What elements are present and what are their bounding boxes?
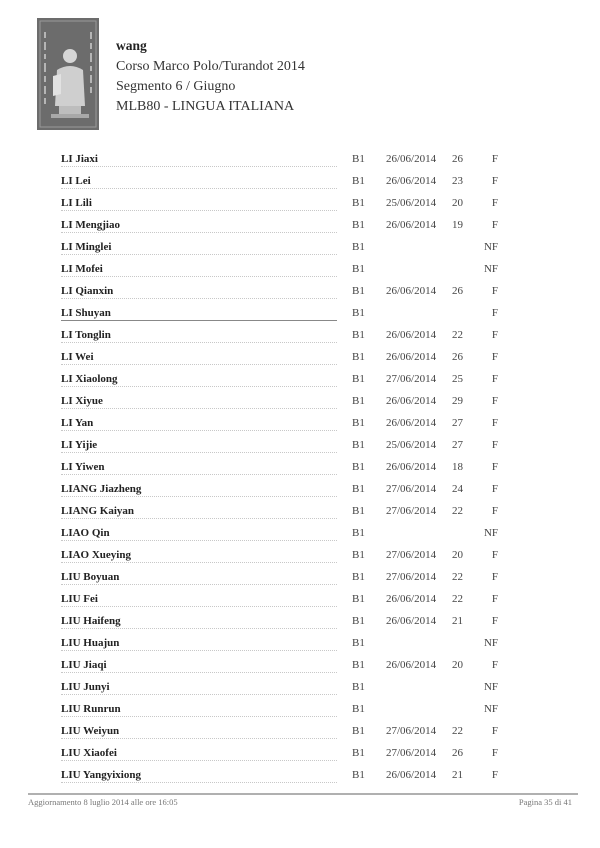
status-cell: F bbox=[491, 153, 498, 165]
score-cell: 18 bbox=[452, 461, 463, 473]
status-cell: NF bbox=[483, 263, 498, 275]
student-name: LIU Huajun bbox=[61, 637, 120, 649]
student-name: LI Wei bbox=[61, 351, 94, 363]
row-leader-line bbox=[61, 342, 337, 343]
level-cell: B1 bbox=[352, 593, 365, 605]
row-leader-line bbox=[61, 672, 337, 673]
student-name-title: wang bbox=[116, 38, 147, 53]
row-leader-line bbox=[61, 738, 337, 739]
student-name: LI Lili bbox=[61, 197, 92, 209]
status-cell: F bbox=[491, 549, 498, 561]
level-cell: B1 bbox=[352, 175, 365, 187]
status-cell: NF bbox=[483, 527, 498, 539]
score-cell: 22 bbox=[452, 505, 463, 517]
table-row bbox=[0, 568, 600, 590]
status-cell: F bbox=[491, 417, 498, 429]
student-name: LIU Runrun bbox=[61, 703, 121, 715]
level-cell: B1 bbox=[352, 395, 365, 407]
table-row bbox=[0, 634, 600, 656]
row-leader-line bbox=[61, 298, 337, 299]
document-header bbox=[116, 36, 305, 117]
course-title: Corso Marco Polo/Turandot 2014 bbox=[116, 59, 305, 74]
date-cell: 26/06/2014 bbox=[386, 593, 437, 605]
level-cell: B1 bbox=[352, 681, 365, 693]
table-row bbox=[0, 172, 600, 194]
status-cell: F bbox=[491, 725, 498, 737]
date-cell: 27/06/2014 bbox=[386, 725, 437, 737]
date-cell: 26/06/2014 bbox=[386, 329, 437, 341]
level-cell: B1 bbox=[352, 285, 365, 297]
table-row bbox=[0, 766, 600, 788]
subject-title: MLB80 - LINGUA ITALIANA bbox=[116, 99, 295, 114]
level-cell: B1 bbox=[352, 747, 365, 759]
row-leader-line bbox=[61, 694, 337, 695]
table-row bbox=[0, 458, 600, 480]
level-cell: B1 bbox=[352, 659, 365, 671]
row-leader-line bbox=[61, 210, 337, 211]
date-cell: 26/06/2014 bbox=[386, 219, 437, 231]
table-row bbox=[0, 348, 600, 370]
status-cell: F bbox=[491, 307, 498, 319]
student-name: LIANG Kaiyan bbox=[61, 505, 135, 517]
date-cell: 25/06/2014 bbox=[386, 439, 437, 451]
status-cell: F bbox=[491, 175, 498, 187]
row-leader-line bbox=[61, 232, 337, 233]
level-cell: B1 bbox=[352, 307, 365, 319]
level-cell: B1 bbox=[352, 549, 365, 561]
table-row bbox=[0, 238, 600, 260]
score-cell: 22 bbox=[452, 329, 463, 341]
score-cell: 21 bbox=[452, 615, 463, 627]
student-name: LIU Boyuan bbox=[61, 571, 120, 583]
level-cell: B1 bbox=[352, 615, 365, 627]
date-cell: 26/06/2014 bbox=[386, 153, 437, 165]
row-leader-line bbox=[61, 254, 337, 255]
student-name: LIU Xiaofei bbox=[61, 747, 117, 759]
status-cell: F bbox=[491, 659, 498, 671]
row-leader-line bbox=[61, 276, 337, 277]
table-row bbox=[0, 502, 600, 524]
status-cell: F bbox=[491, 285, 498, 297]
row-leader-line bbox=[61, 562, 337, 563]
footer-divider bbox=[28, 793, 578, 795]
row-leader-line bbox=[61, 518, 337, 519]
score-cell: 25 bbox=[452, 373, 463, 385]
table-row bbox=[0, 194, 600, 216]
row-leader-line bbox=[61, 628, 337, 629]
level-cell: B1 bbox=[352, 329, 365, 341]
student-list bbox=[0, 150, 600, 788]
score-cell: 26 bbox=[452, 747, 463, 759]
score-cell: 27 bbox=[452, 417, 463, 429]
date-cell: 26/06/2014 bbox=[386, 417, 437, 429]
segment-title: Segmento 6 / Giugno bbox=[116, 79, 236, 94]
date-cell: 26/06/2014 bbox=[386, 175, 437, 187]
score-cell: 23 bbox=[452, 175, 463, 187]
score-cell: 26 bbox=[452, 285, 463, 297]
status-cell: NF bbox=[483, 703, 498, 715]
status-cell: F bbox=[491, 219, 498, 231]
date-cell: 26/06/2014 bbox=[386, 659, 437, 671]
student-name: LIAO Xueying bbox=[61, 549, 131, 561]
status-cell: F bbox=[491, 351, 498, 363]
level-cell: B1 bbox=[352, 197, 365, 209]
row-leader-line bbox=[61, 716, 337, 717]
student-name: LI Mofei bbox=[61, 263, 103, 275]
student-name: LI Yijie bbox=[61, 439, 98, 451]
status-cell: F bbox=[491, 395, 498, 407]
student-name: LI Yiwen bbox=[61, 461, 105, 473]
level-cell: B1 bbox=[352, 505, 365, 517]
level-cell: B1 bbox=[352, 483, 365, 495]
page-number: Pagina 35 di 41 bbox=[518, 797, 572, 807]
row-leader-line bbox=[61, 364, 337, 365]
student-name: LIU Jiaqi bbox=[61, 659, 107, 671]
status-cell: F bbox=[491, 483, 498, 495]
student-name: LI Xiaolong bbox=[61, 373, 118, 385]
status-cell: F bbox=[491, 747, 498, 759]
table-row bbox=[0, 392, 600, 414]
status-cell: NF bbox=[483, 681, 498, 693]
row-leader-line bbox=[61, 496, 337, 497]
row-leader-line bbox=[61, 320, 337, 321]
status-cell: F bbox=[491, 461, 498, 473]
status-cell: F bbox=[491, 615, 498, 627]
date-cell: 26/06/2014 bbox=[386, 615, 437, 627]
date-cell: 27/06/2014 bbox=[386, 571, 437, 583]
student-name: LI Minglei bbox=[61, 241, 112, 253]
date-cell: 26/06/2014 bbox=[386, 395, 437, 407]
level-cell: B1 bbox=[352, 263, 365, 275]
table-row bbox=[0, 590, 600, 612]
student-name: LIU Haifeng bbox=[61, 615, 121, 627]
table-row bbox=[0, 282, 600, 304]
date-cell: 27/06/2014 bbox=[386, 549, 437, 561]
level-cell: B1 bbox=[352, 417, 365, 429]
table-row bbox=[0, 744, 600, 766]
status-cell: F bbox=[491, 571, 498, 583]
student-name: LI Xiyue bbox=[61, 395, 103, 407]
score-cell: 22 bbox=[452, 593, 463, 605]
student-name: LI Jiaxi bbox=[61, 153, 98, 165]
table-row bbox=[0, 150, 600, 172]
student-name: LI Qianxin bbox=[61, 285, 114, 297]
row-leader-line bbox=[61, 540, 337, 541]
score-cell: 27 bbox=[452, 439, 463, 451]
student-name: LIU Fei bbox=[61, 593, 98, 605]
date-cell: 26/06/2014 bbox=[386, 461, 437, 473]
level-cell: B1 bbox=[352, 725, 365, 737]
status-cell: F bbox=[491, 593, 498, 605]
student-name: LIU Yangyixiong bbox=[61, 769, 141, 781]
status-cell: F bbox=[491, 505, 498, 517]
row-leader-line bbox=[61, 606, 337, 607]
level-cell: B1 bbox=[352, 439, 365, 451]
table-row bbox=[0, 260, 600, 282]
row-leader-line bbox=[61, 166, 337, 167]
score-cell: 24 bbox=[452, 483, 463, 495]
table-row bbox=[0, 656, 600, 678]
table-row bbox=[0, 546, 600, 568]
student-name: LIU Weiyun bbox=[61, 725, 120, 737]
date-cell: 26/06/2014 bbox=[386, 351, 437, 363]
table-row bbox=[0, 414, 600, 436]
table-row bbox=[0, 722, 600, 744]
status-cell: F bbox=[491, 373, 498, 385]
student-name: LIAO Qin bbox=[61, 527, 110, 539]
table-row bbox=[0, 678, 600, 700]
table-row bbox=[0, 700, 600, 722]
table-row bbox=[0, 612, 600, 634]
score-cell: 26 bbox=[452, 351, 463, 363]
student-name: LI Lei bbox=[61, 175, 91, 187]
level-cell: B1 bbox=[352, 153, 365, 165]
student-name: LI Yan bbox=[61, 417, 94, 429]
student-name: LIANG Jiazheng bbox=[61, 483, 142, 495]
score-cell: 20 bbox=[452, 197, 463, 209]
date-cell: 25/06/2014 bbox=[386, 197, 437, 209]
status-cell: F bbox=[491, 329, 498, 341]
score-cell: 26 bbox=[452, 153, 463, 165]
date-cell: 27/06/2014 bbox=[386, 505, 437, 517]
row-leader-line bbox=[61, 474, 337, 475]
row-leader-line bbox=[61, 408, 337, 409]
table-row bbox=[0, 216, 600, 238]
score-cell: 22 bbox=[452, 725, 463, 737]
row-leader-line bbox=[61, 452, 337, 453]
date-cell: 26/06/2014 bbox=[386, 769, 437, 781]
score-cell: 22 bbox=[452, 571, 463, 583]
student-name: LI Tonglin bbox=[61, 329, 111, 341]
row-leader-line bbox=[61, 760, 337, 761]
date-cell: 27/06/2014 bbox=[386, 483, 437, 495]
update-timestamp: Aggiornamento 8 luglio 2014 alle ore 16:05 bbox=[28, 797, 178, 807]
status-cell: F bbox=[491, 769, 498, 781]
row-leader-line bbox=[61, 584, 337, 585]
table-row bbox=[0, 524, 600, 546]
level-cell: B1 bbox=[352, 351, 365, 363]
status-cell: NF bbox=[483, 637, 498, 649]
level-cell: B1 bbox=[352, 769, 365, 781]
student-name: LIU Junyi bbox=[61, 681, 110, 693]
row-leader-line bbox=[61, 782, 337, 783]
table-row bbox=[0, 326, 600, 348]
status-cell: F bbox=[491, 197, 498, 209]
row-leader-line bbox=[61, 386, 337, 387]
table-row bbox=[0, 370, 600, 392]
score-cell: 29 bbox=[452, 395, 463, 407]
level-cell: B1 bbox=[352, 703, 365, 715]
row-leader-line bbox=[61, 430, 337, 431]
score-cell: 21 bbox=[452, 769, 463, 781]
student-name: LI Shuyan bbox=[61, 307, 111, 319]
level-cell: B1 bbox=[352, 241, 365, 253]
level-cell: B1 bbox=[352, 571, 365, 583]
level-cell: B1 bbox=[352, 461, 365, 473]
university-seal-icon bbox=[37, 18, 99, 130]
date-cell: 26/06/2014 bbox=[386, 285, 437, 297]
level-cell: B1 bbox=[352, 373, 365, 385]
table-row bbox=[0, 304, 600, 326]
status-cell: F bbox=[491, 439, 498, 451]
score-cell: 20 bbox=[452, 549, 463, 561]
score-cell: 19 bbox=[452, 219, 463, 231]
score-cell: 20 bbox=[452, 659, 463, 671]
level-cell: B1 bbox=[352, 219, 365, 231]
row-leader-line bbox=[61, 188, 337, 189]
date-cell: 27/06/2014 bbox=[386, 373, 437, 385]
table-row bbox=[0, 436, 600, 458]
student-name: LI Mengjiao bbox=[61, 219, 120, 231]
status-cell: NF bbox=[483, 241, 498, 253]
row-leader-line bbox=[61, 650, 337, 651]
date-cell: 27/06/2014 bbox=[386, 747, 437, 759]
level-cell: B1 bbox=[352, 527, 365, 539]
table-row bbox=[0, 480, 600, 502]
level-cell: B1 bbox=[352, 637, 365, 649]
